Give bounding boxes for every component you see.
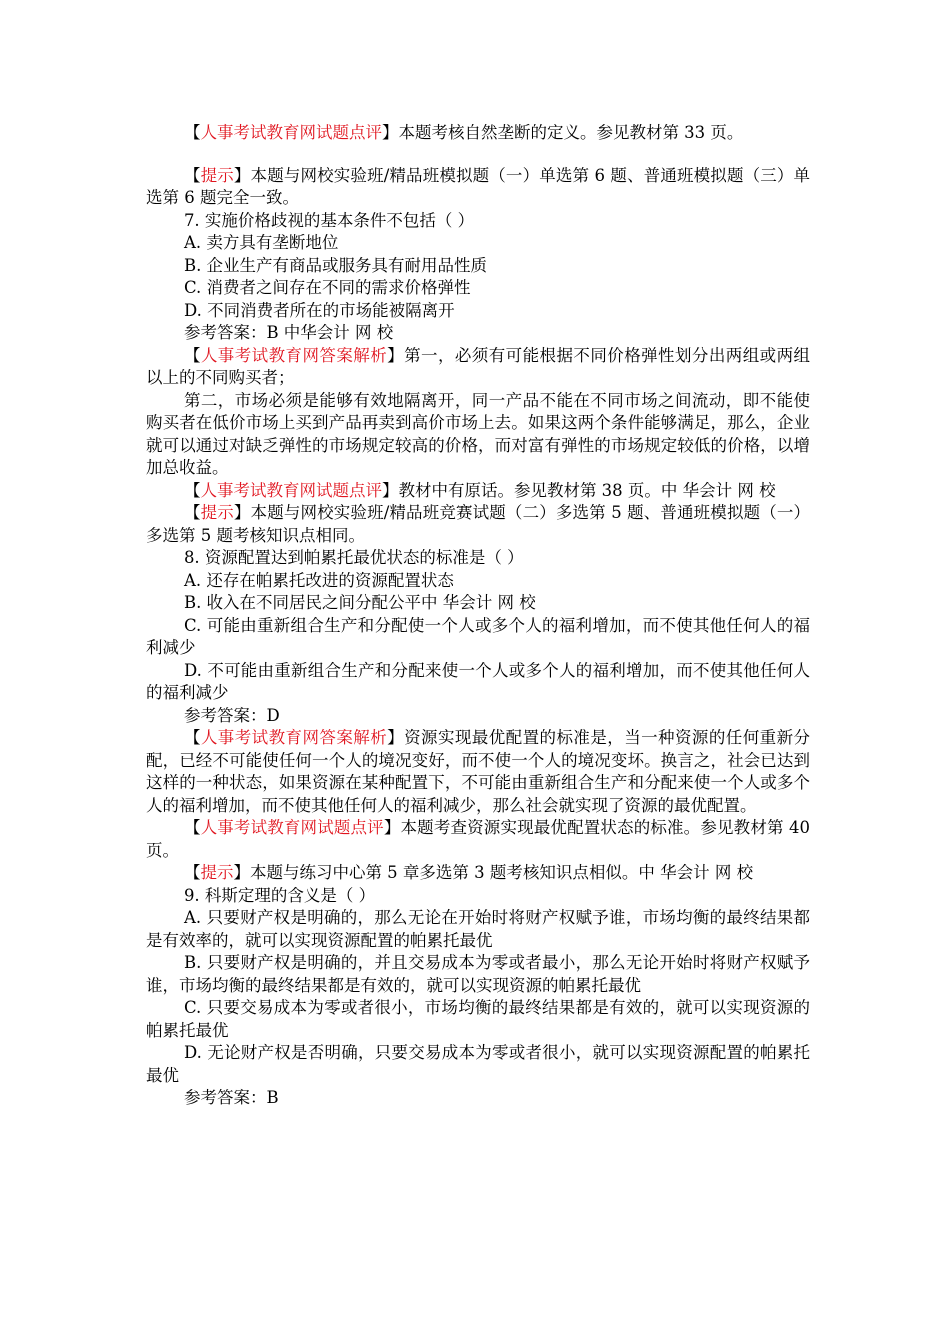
question-8-tip: 【提示】本题与练习中心第 5 章多选第 3 题考核知识点相似。中 华会计 网 校 — [183, 863, 754, 882]
question-8-comment: 【人事考试教育网试题点评】本题考查资源实现最优配置状态的标准。参见教材第 40 页。 — [146, 818, 811, 860]
document-body — [146, 122, 810, 1110]
question-7-option-a: A. 卖方具有垄断地位 — [183, 233, 339, 252]
question-7-option-b: B. 企业生产有商品或服务具有耐用品性质 — [183, 255, 488, 275]
paragraph-comment: 【人事考试教育网试题点评】本题考核自然垄断的定义。参见教材第 33 页。 — [183, 123, 744, 142]
question-9-option-a: A. 只要财产权是明确的，那么无论在开始时将财产权赋予谁，市场均衡的最终结果都是有效率的，就可以实现资源配置的帕累托最优 — [146, 908, 810, 950]
question-7-option-c: C. 消费者之间存在不同的需求价格弹性 — [183, 278, 471, 297]
question-8-option-d: D. 不可能由重新组合生产和分配来使一个人或多个人的福利增加，而不使其他任何人的福利减少 — [146, 660, 810, 702]
question-7-analysis-cont: 第二，市场必须是能够有效地隔离开，同一产品不能在不同市场之间流动，即不能使购买者在低价市场上买到产品再卖到高价市场上去。如果这两个条件能够满足，那么，企业就可以通过对缺乏弹性的市场规定较高的价格，而对富有弹性的市场规定较低的价格，以增加总收益。 — [146, 390, 810, 477]
question-8-answer: 参考答案：D — [183, 705, 280, 725]
question-9-option-c: C. 只要交易成本为零或者很小，市场均衡的最终结果都是有效的，就可以实现资源的帕累托最优 — [146, 998, 810, 1040]
question-9-answer: 参考答案：B — [183, 1088, 279, 1107]
question-9-option-d: D. 无论财产权是否明确，只要交易成本为零或者很小，就可以实现资源配置的帕累托最优 — [146, 1043, 810, 1085]
question-8-option-b: B. 收入在不同居民之间分配公平中 华会计 网 校 — [183, 593, 536, 612]
question-9: 9. 科斯定理的含义是（ ） — [183, 885, 376, 905]
question-7-answer: 参考答案：B 中华会计 网 校 — [183, 323, 394, 342]
question-8-option-c: C. 可能由重新组合生产和分配使一个人或多个人的福利增加，而不使其他任何人的福利减少 — [146, 615, 810, 657]
question-9-option-b: B. 只要财产权是明确的，并且交易成本为零或者最小，那么无论开始时将财产权赋予谁，市场均衡的最终结果都是有效的，就可以实现资源的帕累托最优 — [146, 953, 810, 995]
question-7-analysis: 【人事考试教育网答案解析】第一，必须有可能根据不同价格弹性划分出两组或两组以上的不同购买者； — [146, 345, 811, 387]
question-7: 7. 实施价格歧视的基本条件不包括（ ） — [183, 210, 475, 230]
question-8-option-a: A. 还存在帕累托改进的资源配置状态 — [183, 570, 454, 590]
paragraph-tip: 【提示】本题与网校实验班/精品班模拟题（一）单选第 6 题、普通班模拟题（三）单选第 6 题完全一致。 — [146, 165, 811, 207]
question-8: 8. 资源配置达到帕累托最优状态的标准是（ ） — [183, 548, 524, 567]
question-8-analysis: 【人事考试教育网答案解析】资源实现最优配置的标准是，当一种资源的任何重新分配，已经不可能使任何一个人的境况变好，而不使一个人的境况变坏。换言之，社会已达到这样的一种状态，如果资源在某种配置下，不可能由重新组合生产和分配来使一个人或多个人的福利增加，而不使其他任何人的福利减少，那么社会就实现了资源的最优配置。 — [146, 728, 811, 815]
question-7-option-d: D. 不同消费者所在的市场能被隔离开 — [183, 300, 455, 320]
question-7-comment: 【人事考试教育网试题点评】教材中有原话。参见教材第 38 页。中 华会计 网 校 — [183, 480, 776, 500]
question-7-tip: 【提示】本题与网校实验班/精品班竞赛试题（二）多选第 5 题、普通班模拟题（一）多选第 5 题考核知识点相同。 — [146, 503, 811, 545]
